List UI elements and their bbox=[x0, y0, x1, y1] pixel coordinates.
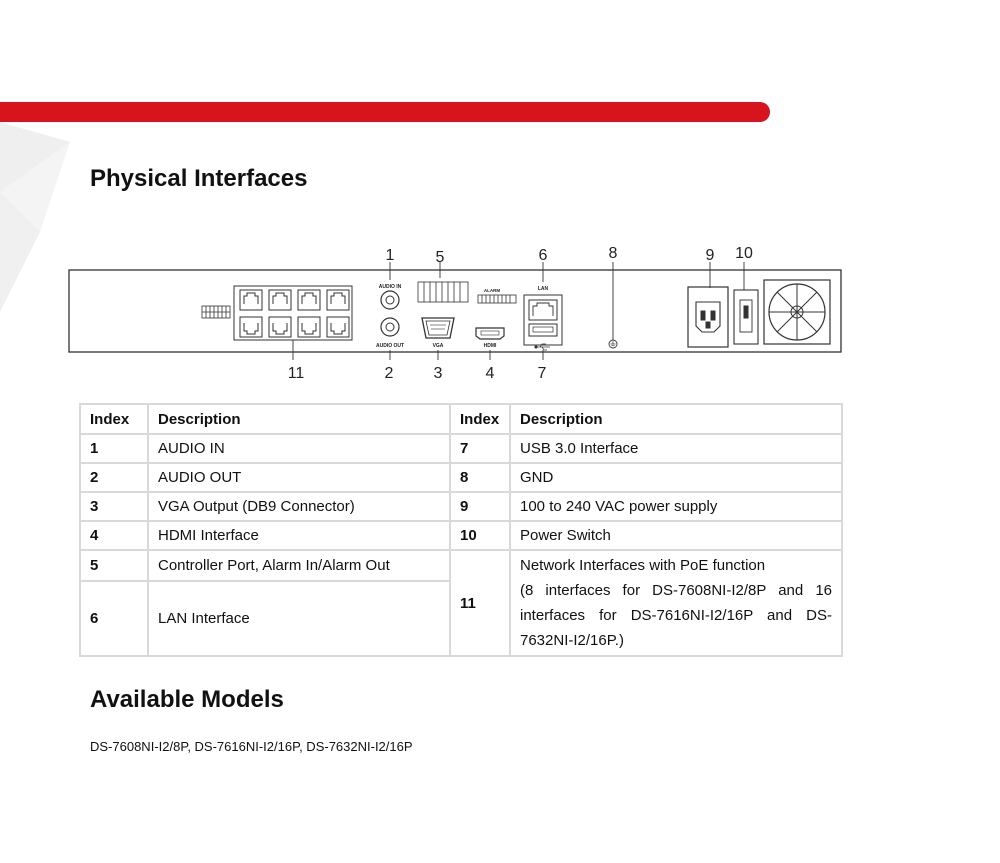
index-cell: 11 bbox=[450, 550, 510, 656]
index-cell: 5 bbox=[80, 550, 148, 581]
index-cell: 4 bbox=[80, 521, 148, 550]
cooling-fan bbox=[764, 280, 830, 344]
alarm-label: ALARM bbox=[483, 288, 501, 293]
table-header-row bbox=[80, 404, 842, 434]
power-switch bbox=[734, 290, 758, 344]
table-row bbox=[80, 550, 842, 581]
header-description-right: Description bbox=[510, 404, 842, 434]
header-red-bar bbox=[0, 102, 770, 122]
network-desc-line1: Network Interfaces with PoE function bbox=[520, 557, 766, 574]
header-index-right: Index bbox=[450, 404, 510, 434]
hdmi-port bbox=[476, 328, 504, 339]
header-description-left: Description bbox=[148, 404, 450, 434]
index-cell: 3 bbox=[80, 492, 148, 521]
vga-label: VGA bbox=[432, 343, 444, 349]
power-inlet bbox=[688, 287, 728, 347]
callout-8: 8 bbox=[608, 245, 618, 262]
callout-2: 2 bbox=[384, 365, 394, 380]
index-cell: 9 bbox=[450, 492, 510, 521]
description-cell: LAN Interface bbox=[148, 581, 450, 656]
rear-panel-diagram bbox=[68, 240, 842, 380]
index-cell: 6 bbox=[80, 581, 148, 656]
description-cell: USB 3.0 Interface bbox=[510, 434, 842, 463]
callout-6: 6 bbox=[538, 247, 548, 264]
description-cell: VGA Output (DB9 Connector) bbox=[148, 492, 450, 521]
description-cell: GND bbox=[510, 463, 842, 492]
index-cell: 8 bbox=[450, 463, 510, 492]
small-connector-icon bbox=[202, 306, 230, 318]
table-row bbox=[80, 463, 842, 492]
callout-1: 1 bbox=[385, 247, 395, 264]
callout-4: 4 bbox=[485, 365, 495, 380]
physical-interfaces-title: Physical Interfaces bbox=[90, 165, 308, 192]
interfaces-table bbox=[79, 403, 843, 657]
description-cell: 100 to 240 VAC power supply bbox=[510, 492, 842, 521]
audio-in-label: AUDIO IN bbox=[378, 284, 402, 290]
index-cell: 1 bbox=[80, 434, 148, 463]
audio-out-label: AUDIO OUT bbox=[375, 343, 405, 349]
available-models-title: Available Models bbox=[90, 686, 284, 713]
description-cell: AUDIO OUT bbox=[148, 463, 450, 492]
callout-7: 7 bbox=[537, 365, 547, 380]
table-row bbox=[80, 492, 842, 521]
header-index-left: Index bbox=[80, 404, 148, 434]
hdmi-label: HDMI bbox=[483, 343, 497, 349]
callout-11: 11 bbox=[287, 365, 305, 380]
gnd-terminal bbox=[609, 340, 617, 348]
index-cell: 10 bbox=[450, 521, 510, 550]
description-cell: HDMI Interface bbox=[148, 521, 450, 550]
callout-3: 3 bbox=[433, 365, 443, 380]
vga-port bbox=[422, 318, 454, 338]
callout-10: 10 bbox=[735, 245, 753, 262]
lan-label: LAN bbox=[537, 286, 549, 292]
callout-9: 9 bbox=[705, 247, 715, 264]
models-list: DS-7608NI-I2/8P, DS-7616NI-I2/16P, DS-7632NI-I2/16P bbox=[90, 739, 413, 754]
description-cell: Controller Port, Alarm In/Alarm Out bbox=[148, 550, 450, 581]
index-cell: 2 bbox=[80, 463, 148, 492]
table-row bbox=[80, 521, 842, 550]
index-cell: 7 bbox=[450, 434, 510, 463]
table-row bbox=[80, 434, 842, 463]
description-cell-network bbox=[510, 550, 842, 656]
description-cell: Power Switch bbox=[510, 521, 842, 550]
callout-5: 5 bbox=[435, 249, 445, 266]
poe-network-ports bbox=[234, 286, 352, 340]
description-cell: AUDIO IN bbox=[148, 434, 450, 463]
lan-port bbox=[524, 295, 562, 345]
usb-port bbox=[529, 324, 557, 336]
network-desc-line2: (8 interfaces for DS-7608NI-I2/8P and 16 interfaces for DS-7616NI-I2/16P and DS-7632NI-I2/16P.) bbox=[520, 582, 832, 649]
